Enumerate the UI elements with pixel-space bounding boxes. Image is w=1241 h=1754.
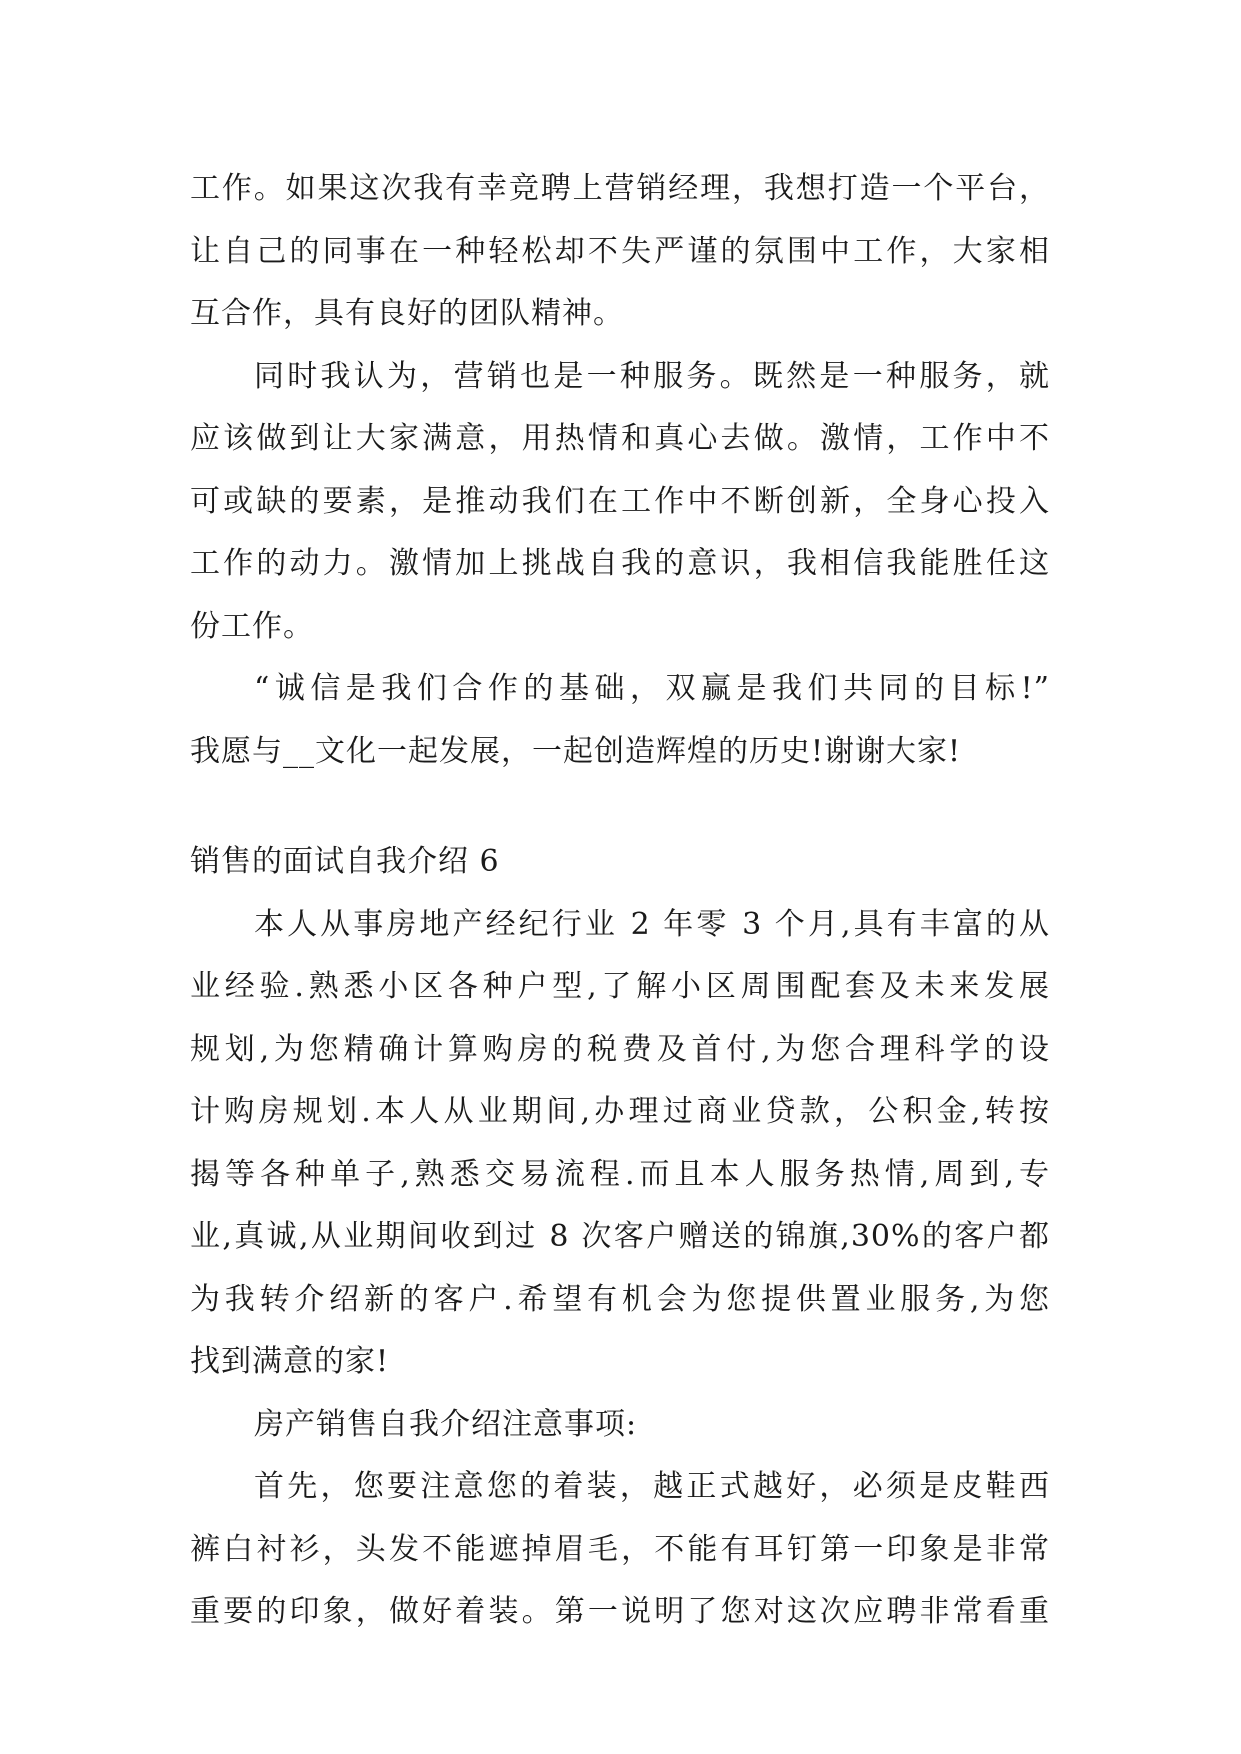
text-line: 应该做到让大家满意，用热情和真心去做。激情，工作中不 bbox=[190, 421, 1050, 456]
paragraph bbox=[190, 1394, 1050, 1457]
text-line: 我愿与__文化一起发展，一起创造辉煌的历史!谢谢大家! bbox=[190, 733, 962, 769]
text-line: 让自己的同事在一种轻松却不失严谨的氛围中工作，大家相 bbox=[190, 233, 1050, 269]
text-line: 计购房规划.本人从业期间,办理过商业贷款，公积金,转按 bbox=[190, 1094, 1050, 1129]
paragraph bbox=[190, 894, 1050, 1394]
text-line: 重要的印象，做好着装。第一说明了您对这次应聘非常看重 bbox=[190, 1594, 1050, 1629]
text-line: 业经验.熟悉小区各种户型,了解小区周围配套及未来发展 bbox=[190, 969, 1050, 1004]
text-line: 工作的动力。激情加上挑战自我的意识，我相信我能胜任这 bbox=[190, 546, 1050, 581]
document-page bbox=[190, 158, 1050, 1644]
text-line: 工作。如果这次我有幸竞聘上营销经理，我想打造一个平台， bbox=[190, 171, 1050, 206]
text-line: 首先，您要注意您的着装，越正式越好，必须是皮鞋西 bbox=[254, 1469, 1050, 1504]
paragraph bbox=[190, 346, 1050, 659]
paragraph bbox=[190, 658, 1050, 783]
text-line: 规划,为您精确计算购房的税费及首付,为您合理科学的设 bbox=[190, 1031, 1050, 1067]
text-line: 房产销售自我介绍注意事项: bbox=[254, 1406, 638, 1442]
text-line: 可或缺的要素，是推动我们在工作中不断创新，全身心投入 bbox=[190, 483, 1050, 519]
text-line: 揭等各种单子,熟悉交易流程.而且本人服务热情,周到,专 bbox=[190, 1156, 1050, 1192]
text-line: 为我转介绍新的客户.希望有机会为您提供置业服务,为您 bbox=[190, 1281, 1050, 1317]
text-line: 本人从事房地产经纪行业 2 年零 3 个月,具有丰富的从 bbox=[254, 906, 1050, 942]
paragraph bbox=[190, 1456, 1050, 1644]
section-gap bbox=[190, 783, 1050, 831]
text-line: 裤白衬衫，头发不能遮掉眉毛，不能有耳钉第一印象是非常 bbox=[190, 1531, 1050, 1567]
text-line: 业,真诚,从业期间收到过 8 次客户赠送的锦旗,30%的客户都 bbox=[190, 1219, 1050, 1254]
text-line: 同时我认为，营销也是一种服务。既然是一种服务，就 bbox=[254, 358, 1050, 394]
text-line: 份工作。 bbox=[190, 608, 314, 644]
paragraph bbox=[190, 158, 1050, 346]
section-heading: 销售的面试自我介绍 6 bbox=[190, 844, 500, 879]
text-line: “诚信是我们合作的基础，双赢是我们共同的目标!” bbox=[254, 671, 1050, 706]
text-line: 找到满意的家! bbox=[190, 1344, 390, 1379]
text-line: 互合作，具有良好的团队精神。 bbox=[190, 296, 624, 331]
